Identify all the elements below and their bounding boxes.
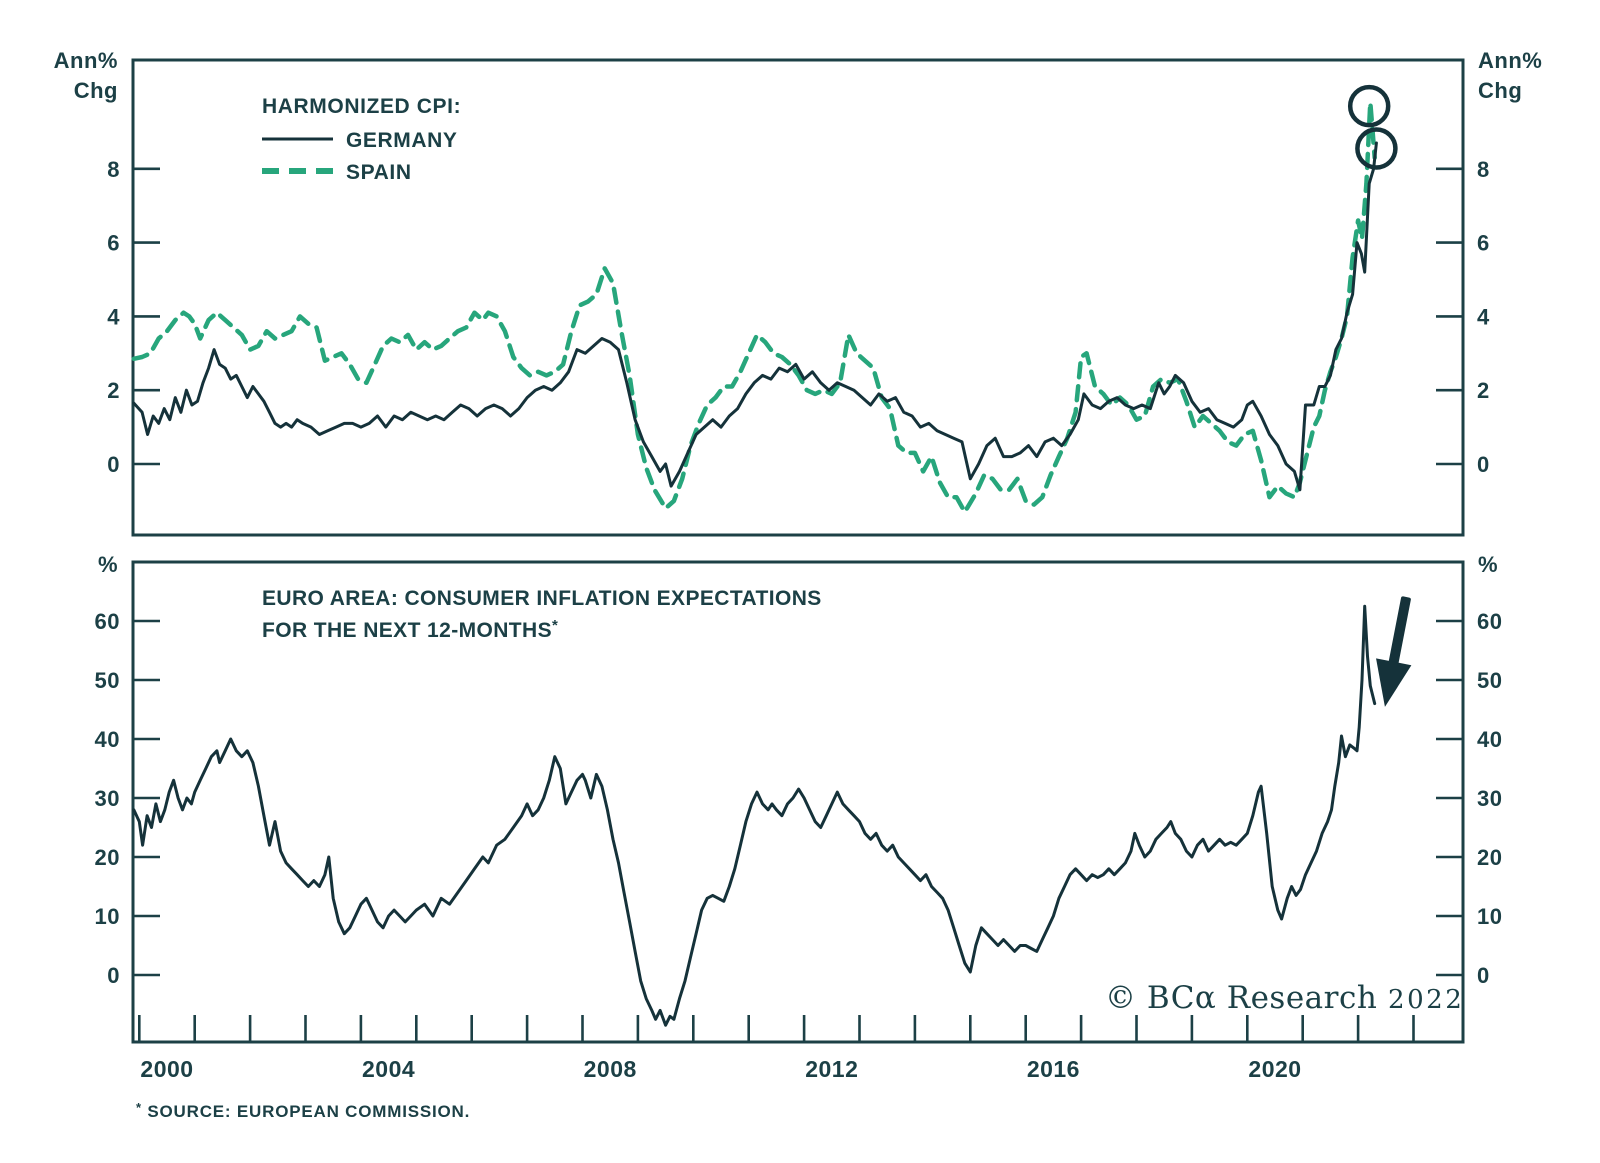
bottom-left-tick-label-60: 60 (94, 609, 120, 634)
bottom-right-tick-label-50: 50 (1477, 668, 1503, 693)
bca-watermark: © BCα Research 2022 (1105, 980, 1465, 1016)
top-right-tick-label-4: 4 (1477, 304, 1490, 330)
year-label-2004: 2004 (362, 1056, 416, 1082)
down-arrow-icon (1367, 594, 1424, 711)
source-footnote: * SOURCE: EUROPEAN COMMISSION. (136, 1100, 471, 1121)
top-left-tick-label-0: 0 (107, 452, 120, 477)
legend-title: HARMONIZED CPI: (262, 95, 462, 118)
year-label-2016: 2016 (1026, 1056, 1080, 1082)
year-label-2000: 2000 (140, 1056, 194, 1082)
bottom-right-tick-label-0: 0 (1477, 963, 1490, 988)
bottom-right-tick-label-40: 40 (1477, 727, 1503, 752)
bottom-left-tick-label-30: 30 (94, 786, 120, 811)
top-left-tick-label-8: 8 (107, 156, 120, 182)
bottom-panel-title-line1: EURO AREA: CONSUMER INFLATION EXPECTATIONS (262, 587, 822, 610)
legend-spain-label: SPAIN (346, 161, 412, 184)
top-right-tick-label-8: 8 (1477, 156, 1490, 182)
top-right-tick-label-2: 2 (1477, 378, 1490, 404)
legend (262, 95, 461, 184)
year-label-2020: 2020 (1248, 1056, 1302, 1082)
top-right-axis-unit-line2: Chg (1478, 78, 1523, 103)
bottom-left-tick-label-40: 40 (94, 727, 120, 752)
top-left-tick-label-4: 4 (107, 304, 120, 330)
year-label-2012: 2012 (805, 1056, 859, 1082)
top-left-tick-label-2: 2 (107, 378, 120, 404)
germany-cpi-line (134, 143, 1377, 490)
top-left-axis-unit-line1: Ann% (53, 48, 118, 73)
bottom-right-tick-label-60: 60 (1477, 609, 1503, 634)
bottom-left-tick-label-0: 0 (107, 963, 120, 988)
inflation-expectations-line (134, 606, 1375, 1025)
bottom-right-axis-unit: % (1478, 552, 1499, 577)
bottom-left-tick-label-10: 10 (94, 904, 120, 929)
top-left-axis-unit-line2: Chg (73, 78, 118, 103)
spain-cpi-line (134, 102, 1375, 512)
bottom-right-tick-label-30: 30 (1477, 786, 1503, 811)
top-right-axis-unit-line1: Ann% (1478, 48, 1543, 73)
year-label-2008: 2008 (583, 1056, 637, 1082)
bottom-panel-title-line2: FOR THE NEXT 12-MONTHS* (262, 617, 559, 642)
legend-germany-label: GERMANY (346, 129, 458, 152)
top-left-tick-label-6: 6 (107, 230, 120, 256)
bottom-right-tick-label-20: 20 (1477, 845, 1503, 870)
bottom-right-tick-label-10: 10 (1477, 904, 1503, 929)
bottom-left-axis-unit: % (97, 552, 118, 577)
top-panel-frame (133, 60, 1463, 535)
bottom-left-tick-label-20: 20 (94, 845, 120, 870)
bottom-left-tick-label-50: 50 (94, 668, 120, 693)
top-right-tick-label-6: 6 (1477, 230, 1490, 256)
top-right-tick-label-0: 0 (1477, 452, 1490, 477)
